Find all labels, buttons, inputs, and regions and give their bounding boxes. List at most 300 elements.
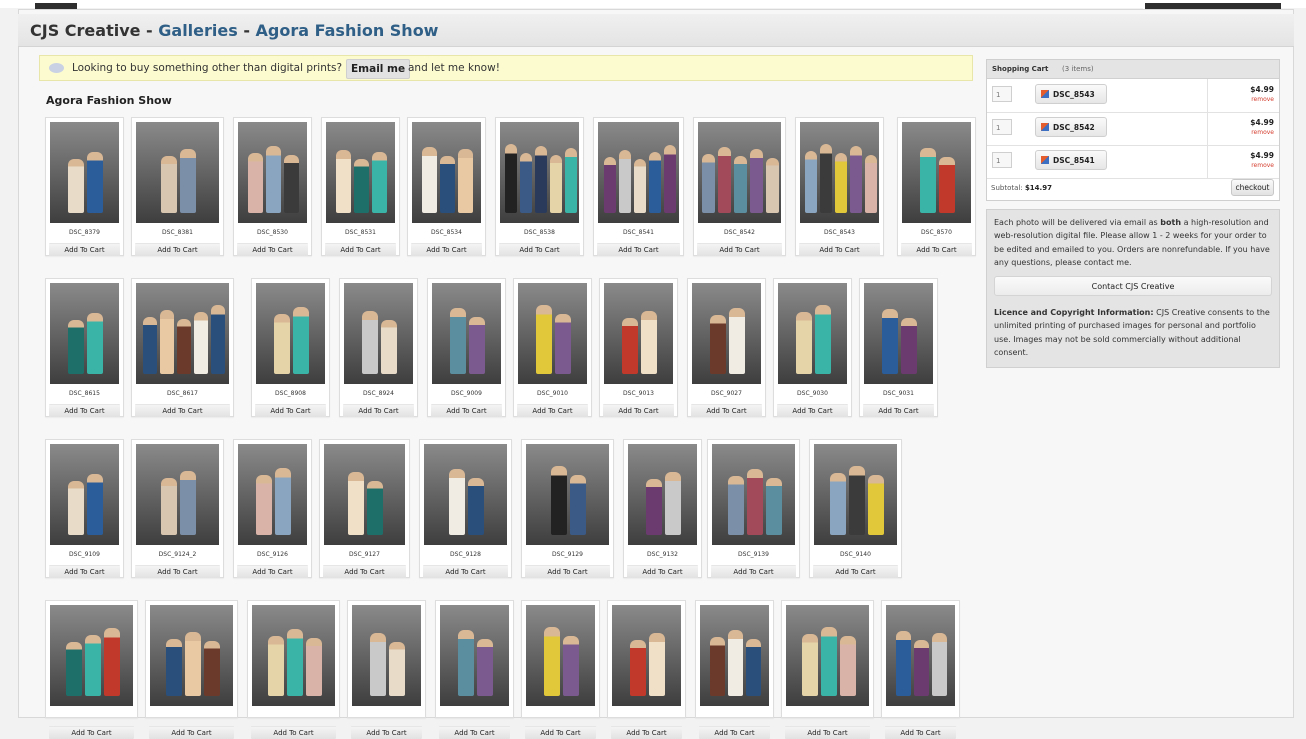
model-figure — [287, 629, 303, 696]
add-to-cart-button[interactable]: Add To Cart — [439, 726, 510, 739]
model-figure — [734, 156, 747, 213]
photo-thumbnail[interactable] — [692, 283, 761, 384]
contact-button[interactable]: Contact CJS Creative — [994, 276, 1272, 296]
photo-thumbnail[interactable] — [698, 122, 781, 223]
model-figure — [850, 146, 862, 213]
add-to-cart-button[interactable]: Add To Cart — [597, 243, 680, 256]
photo-thumbnail[interactable] — [252, 605, 335, 706]
model-figure — [68, 481, 84, 535]
gallery-thumb[interactable] — [707, 439, 800, 578]
add-to-cart-button[interactable]: Add To Cart — [49, 565, 120, 578]
model-figure — [87, 313, 103, 374]
model-figure — [535, 146, 547, 213]
gallery-thumb[interactable] — [339, 278, 418, 417]
add-to-cart-button[interactable]: Add To Cart — [711, 565, 796, 578]
model-figure — [555, 314, 571, 374]
subtotal-label: Subtotal: — [991, 184, 1023, 192]
photo-filename: DSC_9030 — [797, 390, 828, 397]
photo-filename: DSC_9140 — [840, 551, 871, 558]
model-figure — [458, 149, 473, 213]
add-to-cart-button[interactable]: Add To Cart — [237, 243, 308, 256]
cart-title: Shopping Cart — [992, 65, 1049, 73]
email-me-button[interactable]: Email me — [346, 59, 410, 79]
model-figure — [450, 308, 466, 374]
photo-thumbnail[interactable] — [864, 283, 933, 384]
model-figure — [66, 642, 82, 696]
model-figure — [634, 159, 646, 213]
model-figure — [849, 466, 865, 535]
column-divider — [1207, 145, 1208, 178]
model-figure — [469, 317, 485, 374]
add-to-cart-button[interactable]: Add To Cart — [323, 565, 406, 578]
delivery-text-rest: a high-resolution and web-resolution digital file. Please allow 1 - 2 weeks for your order to be edited and emailed to you. Orders are nonrefundable. If you have any questions, please contact me. — [994, 218, 1270, 268]
add-to-cart-button[interactable]: Add To Cart — [901, 243, 972, 256]
model-figure — [161, 478, 177, 535]
model-figure — [284, 155, 299, 213]
photo-thumbnail[interactable] — [700, 605, 769, 706]
gallery-thumb[interactable] — [347, 600, 426, 737]
photo-thumbnail[interactable] — [136, 444, 219, 545]
model-figure — [362, 311, 378, 374]
licence-text: CJS Creative consents to the unlimited printing of purchased images for personal and portfolio use. Images may not be sold commercially without additional consent. — [994, 308, 1270, 358]
add-to-cart-button[interactable]: Add To Cart — [255, 404, 326, 417]
model-figure — [565, 148, 577, 213]
photo-filename: DSC_8534 — [431, 229, 462, 236]
photo-thumbnail[interactable] — [324, 444, 405, 545]
photo-thumbnail[interactable] — [424, 444, 507, 545]
model-figure — [718, 147, 731, 213]
photo-thumbnail[interactable] — [518, 283, 587, 384]
photo-thumbnail[interactable] — [344, 283, 413, 384]
model-figure — [551, 466, 567, 535]
model-figure — [821, 627, 837, 696]
photo-filename: DSC_9027 — [711, 390, 742, 397]
quantity-input[interactable]: 1 — [992, 152, 1012, 168]
add-to-cart-button[interactable]: Add To Cart — [799, 243, 880, 256]
photo-thumbnail[interactable] — [50, 283, 119, 384]
model-figure — [702, 154, 715, 213]
model-figure — [367, 481, 383, 535]
model-figure — [939, 157, 955, 213]
notice-text: Looking to buy something other than digital prints? — [72, 62, 343, 74]
add-to-cart-button[interactable]: Add To Cart — [251, 726, 336, 739]
model-figure — [630, 640, 646, 696]
photo-icon — [1041, 90, 1049, 98]
model-figure — [204, 641, 220, 696]
add-to-cart-button[interactable]: Add To Cart — [525, 565, 610, 578]
add-to-cart-button[interactable]: Add To Cart — [813, 565, 898, 578]
model-figure — [293, 307, 309, 374]
model-figure — [604, 157, 616, 213]
quantity-input[interactable]: 1 — [992, 86, 1012, 102]
model-figure — [422, 147, 437, 213]
model-figure — [306, 638, 322, 696]
photo-thumbnail[interactable] — [50, 605, 133, 706]
model-figure — [901, 318, 917, 374]
add-to-cart-button[interactable]: Add To Cart — [411, 243, 482, 256]
photo-thumbnail[interactable] — [136, 122, 219, 223]
remove-link[interactable]: remove — [1251, 129, 1274, 136]
photo-filename: DSC_8531 — [345, 229, 376, 236]
add-to-cart-button[interactable]: Add To Cart — [351, 726, 422, 739]
add-to-cart-button[interactable]: Add To Cart — [343, 404, 414, 417]
model-figure — [649, 152, 661, 213]
model-figure — [161, 156, 177, 213]
add-to-cart-button[interactable]: Add To Cart — [135, 243, 220, 256]
breadcrumb-galleries-link[interactable]: Galleries — [158, 21, 238, 40]
model-figure — [914, 640, 929, 696]
photo-thumbnail[interactable] — [440, 605, 509, 706]
gallery-title: Agora Fashion Show — [46, 94, 172, 107]
photo-thumbnail[interactable] — [800, 122, 879, 223]
model-figure — [68, 159, 84, 213]
model-figure — [830, 473, 846, 535]
gallery-thumb[interactable] — [321, 117, 400, 256]
gallery-thumb[interactable] — [233, 117, 312, 256]
model-figure — [805, 151, 817, 213]
model-figure — [550, 155, 562, 213]
model-figure — [728, 476, 744, 535]
gallery-thumb[interactable] — [45, 117, 124, 256]
purchase-info-panel — [986, 209, 1280, 368]
gallery-thumb[interactable] — [623, 439, 702, 578]
photo-thumbnail[interactable] — [604, 283, 673, 384]
add-to-cart-button[interactable]: Add To Cart — [785, 726, 870, 739]
photo-thumbnail[interactable] — [136, 283, 229, 384]
gallery-thumb[interactable] — [607, 600, 686, 737]
add-to-cart-button[interactable]: Add To Cart — [699, 726, 770, 739]
model-figure — [544, 627, 560, 696]
gallery-thumb[interactable] — [693, 117, 786, 256]
gallery-thumb[interactable] — [599, 278, 678, 417]
photo-thumbnail[interactable] — [500, 122, 579, 223]
gallery-thumb[interactable] — [45, 278, 124, 417]
photo-thumbnail[interactable] — [526, 605, 595, 706]
photo-thumbnail[interactable] — [598, 122, 679, 223]
licence-label: Licence and Copyright Information: — [994, 308, 1154, 317]
model-figure — [664, 145, 676, 213]
model-figure — [381, 320, 397, 374]
model-figure — [815, 305, 831, 374]
model-figure — [646, 479, 662, 535]
column-divider — [1207, 112, 1208, 145]
add-to-cart-button[interactable]: Add To Cart — [49, 726, 134, 739]
photo-thumbnail[interactable] — [628, 444, 697, 545]
model-figure — [177, 319, 191, 374]
model-figure — [87, 474, 103, 535]
model-figure — [180, 471, 196, 535]
delivery-emphasis: both — [1160, 218, 1182, 227]
model-figure — [563, 636, 579, 696]
photo-thumbnail[interactable] — [352, 605, 421, 706]
model-figure — [87, 152, 103, 213]
gallery-thumb[interactable] — [695, 600, 774, 737]
cart-item — [987, 79, 1279, 113]
add-to-cart-button[interactable]: Add To Cart — [525, 726, 596, 739]
breadcrumb-site: CJS Creative — [30, 21, 141, 40]
model-figure — [211, 305, 225, 374]
photo-thumbnail[interactable] — [326, 122, 395, 223]
cart-item-price: $4.99 — [1250, 85, 1274, 94]
photo-filename: DSC_9126 — [257, 551, 288, 558]
model-figure — [274, 314, 290, 374]
model-figure — [477, 639, 493, 696]
model-figure — [536, 305, 552, 374]
model-figure — [728, 630, 743, 696]
notice-text-after: and let me know! — [408, 62, 500, 74]
photo-filename: DSC_8615 — [69, 390, 100, 397]
gallery-thumb[interactable] — [45, 600, 138, 737]
model-figure — [796, 312, 812, 374]
model-figure — [449, 469, 465, 535]
photo-filename: DSC_9128 — [450, 551, 481, 558]
photo-filename: DSC_8924 — [363, 390, 394, 397]
model-figure — [802, 634, 818, 696]
gallery-thumb[interactable] — [251, 278, 330, 417]
model-figure — [835, 153, 847, 213]
add-to-cart-button[interactable]: Add To Cart — [49, 243, 120, 256]
model-figure — [622, 318, 638, 374]
photo-thumbnail[interactable] — [238, 122, 307, 223]
remove-link[interactable]: remove — [1251, 162, 1274, 169]
photo-filename: DSC_9009 — [451, 390, 482, 397]
photo-filename: DSC_9109 — [69, 551, 100, 558]
photo-filename: DSC_9013 — [623, 390, 654, 397]
model-figure — [354, 159, 369, 213]
model-figure — [665, 472, 681, 535]
gallery-thumb[interactable] — [145, 600, 238, 737]
photo-filename: DSC_8542 — [724, 229, 755, 236]
add-to-cart-button[interactable]: Add To Cart — [431, 404, 502, 417]
photo-filename: DSC_9132 — [647, 551, 678, 558]
model-figure — [920, 148, 936, 213]
gallery-thumb[interactable] — [435, 600, 514, 737]
gallery-thumb[interactable] — [247, 600, 340, 737]
gallery-thumb[interactable] — [419, 439, 512, 578]
model-figure — [882, 309, 898, 374]
photo-thumbnail[interactable] — [256, 283, 325, 384]
model-figure — [468, 478, 484, 535]
model-figure — [458, 630, 474, 696]
photo-thumbnail[interactable] — [150, 605, 233, 706]
gallery-thumb[interactable] — [131, 439, 224, 578]
gallery-thumb[interactable] — [593, 117, 684, 256]
model-figure — [932, 633, 947, 696]
photo-thumbnail[interactable] — [886, 605, 955, 706]
photo-filename: DSC_9127 — [349, 551, 380, 558]
model-figure — [766, 158, 779, 213]
add-to-cart-button[interactable]: Add To Cart — [863, 404, 934, 417]
model-figure — [649, 633, 665, 696]
add-to-cart-button[interactable]: Add To Cart — [611, 726, 682, 739]
model-figure — [85, 635, 101, 696]
add-to-cart-button[interactable]: Add To Cart — [135, 404, 230, 417]
breadcrumb — [30, 21, 438, 40]
breadcrumb-separator: - — [237, 21, 256, 40]
cart-item-name: DSC_8542 — [1053, 123, 1095, 132]
gallery-thumb[interactable] — [427, 278, 506, 417]
photo-filename: DSC_8617 — [167, 390, 198, 397]
model-figure — [248, 153, 263, 213]
model-figure — [166, 639, 182, 696]
gallery-thumb[interactable] — [781, 600, 874, 737]
model-figure — [729, 308, 745, 374]
gallery-thumb[interactable] — [131, 117, 224, 256]
photo-thumbnail[interactable] — [712, 444, 795, 545]
model-figure — [275, 468, 291, 535]
model-figure — [520, 153, 532, 213]
photo-thumbnail[interactable] — [50, 444, 119, 545]
model-figure — [348, 472, 364, 535]
add-to-cart-button[interactable]: Add To Cart — [517, 404, 588, 417]
cart-item-price: $4.99 — [1250, 118, 1274, 127]
column-divider — [1207, 79, 1208, 112]
add-to-cart-button[interactable]: Add To Cart — [499, 243, 580, 256]
model-figure — [68, 320, 84, 374]
photo-thumbnail[interactable] — [412, 122, 481, 223]
photo-thumbnail[interactable] — [814, 444, 897, 545]
add-to-cart-button[interactable]: Add To Cart — [603, 404, 674, 417]
add-to-cart-button[interactable]: Add To Cart — [423, 565, 508, 578]
add-to-cart-button[interactable]: Add To Cart — [627, 565, 698, 578]
cart-item — [987, 145, 1279, 179]
photo-thumbnail[interactable] — [612, 605, 681, 706]
gallery-thumb[interactable] — [495, 117, 584, 256]
delivery-info — [994, 216, 1274, 270]
photo-thumbnail[interactable] — [238, 444, 307, 545]
model-figure — [746, 639, 761, 696]
gallery-thumb[interactable] — [859, 278, 938, 417]
gallery-thumb[interactable] — [897, 117, 976, 256]
model-figure — [185, 632, 201, 696]
add-to-cart-button[interactable]: Add To Cart — [691, 404, 762, 417]
add-to-cart-button[interactable]: Add To Cart — [149, 726, 234, 739]
gallery-thumb[interactable] — [45, 439, 124, 578]
model-figure — [820, 144, 832, 213]
shopping-cart — [986, 59, 1280, 201]
browser-top-strip — [0, 0, 1306, 8]
photo-icon — [1041, 156, 1049, 164]
cart-subtotal — [991, 184, 1052, 192]
photo-filename: DSC_9031 — [883, 390, 914, 397]
model-figure — [896, 631, 911, 696]
gallery-thumb[interactable] — [233, 439, 312, 578]
model-figure — [372, 152, 387, 213]
gallery-thumb[interactable] — [513, 278, 592, 417]
speech-bubble-icon — [49, 63, 64, 73]
photo-filename: DSC_8570 — [921, 229, 952, 236]
cart-item-button[interactable] — [1035, 150, 1107, 170]
photo-filename: DSC_8379 — [69, 229, 100, 236]
model-figure — [180, 149, 196, 213]
photo-filename: DSC_9129 — [552, 551, 583, 558]
add-to-cart-button[interactable]: Add To Cart — [135, 565, 220, 578]
photo-thumbnail[interactable] — [778, 283, 847, 384]
photo-thumbnail[interactable] — [526, 444, 609, 545]
checkout-button[interactable]: checkout — [1231, 179, 1274, 196]
photo-icon — [1041, 123, 1049, 131]
cart-item-button[interactable] — [1035, 84, 1107, 104]
cart-item — [987, 112, 1279, 146]
model-figure — [766, 478, 782, 535]
add-to-cart-button[interactable]: Add To Cart — [49, 404, 120, 417]
model-figure — [160, 310, 174, 374]
add-to-cart-button[interactable]: Add To Cart — [697, 243, 782, 256]
model-figure — [336, 150, 351, 213]
photo-filename: DSC_8381 — [162, 229, 193, 236]
photo-filename: DSC_9010 — [537, 390, 568, 397]
model-figure — [389, 642, 405, 696]
gallery-thumb[interactable] — [773, 278, 852, 417]
licence-info — [994, 306, 1274, 360]
cart-count: (3 items) — [1062, 65, 1094, 73]
cart-item-name: DSC_8543 — [1053, 90, 1095, 99]
model-figure — [641, 311, 657, 374]
photo-filename: DSC_8538 — [524, 229, 555, 236]
gallery-thumb[interactable] — [881, 600, 960, 737]
page-header — [18, 14, 1294, 47]
gallery-thumb[interactable] — [319, 439, 410, 578]
cart-item-price: $4.99 — [1250, 151, 1274, 160]
gallery-thumb[interactable] — [131, 278, 234, 417]
add-to-cart-button[interactable]: Add To Cart — [325, 243, 396, 256]
photo-thumbnail[interactable] — [786, 605, 869, 706]
add-to-cart-button[interactable]: Add To Cart — [777, 404, 848, 417]
photo-filename: DSC_8541 — [623, 229, 654, 236]
model-figure — [370, 633, 386, 696]
gallery-thumb[interactable] — [407, 117, 486, 256]
model-figure — [266, 146, 281, 213]
model-figure — [868, 475, 884, 535]
gallery-thumb[interactable] — [521, 439, 614, 578]
model-figure — [570, 475, 586, 535]
add-to-cart-button[interactable]: Add To Cart — [885, 726, 956, 739]
notice-bar — [39, 55, 973, 81]
model-figure — [268, 636, 284, 696]
photo-filename: DSC_8543 — [824, 229, 855, 236]
remove-link[interactable]: remove — [1251, 96, 1274, 103]
model-figure — [505, 144, 517, 213]
delivery-text: Each photo will be delivered via email as — [994, 218, 1158, 227]
gallery-thumb[interactable] — [795, 117, 884, 256]
subtotal-value: $14.97 — [1024, 184, 1052, 192]
model-figure — [865, 155, 877, 213]
cart-header — [987, 60, 1279, 79]
photo-thumbnail[interactable] — [50, 122, 119, 223]
gallery-thumb[interactable] — [809, 439, 902, 578]
quantity-input[interactable]: 1 — [992, 119, 1012, 135]
model-figure — [104, 628, 120, 696]
model-figure — [840, 636, 856, 696]
photo-thumbnail[interactable] — [432, 283, 501, 384]
model-figure — [194, 312, 208, 374]
model-figure — [710, 637, 725, 696]
cart-item-button[interactable] — [1035, 117, 1107, 137]
gallery-thumb[interactable] — [521, 600, 600, 737]
cart-item-name: DSC_8541 — [1053, 156, 1095, 165]
breadcrumb-gallery-link[interactable]: Agora Fashion Show — [255, 21, 439, 40]
model-figure — [619, 150, 631, 213]
photo-filename: DSC_9124_2 — [158, 551, 197, 558]
photo-filename: DSC_8908 — [275, 390, 306, 397]
model-figure — [256, 475, 272, 535]
model-figure — [710, 315, 726, 374]
model-figure — [143, 317, 157, 374]
add-to-cart-button[interactable]: Add To Cart — [237, 565, 308, 578]
model-figure — [440, 156, 455, 213]
gallery-thumb[interactable] — [687, 278, 766, 417]
photo-thumbnail[interactable] — [902, 122, 971, 223]
